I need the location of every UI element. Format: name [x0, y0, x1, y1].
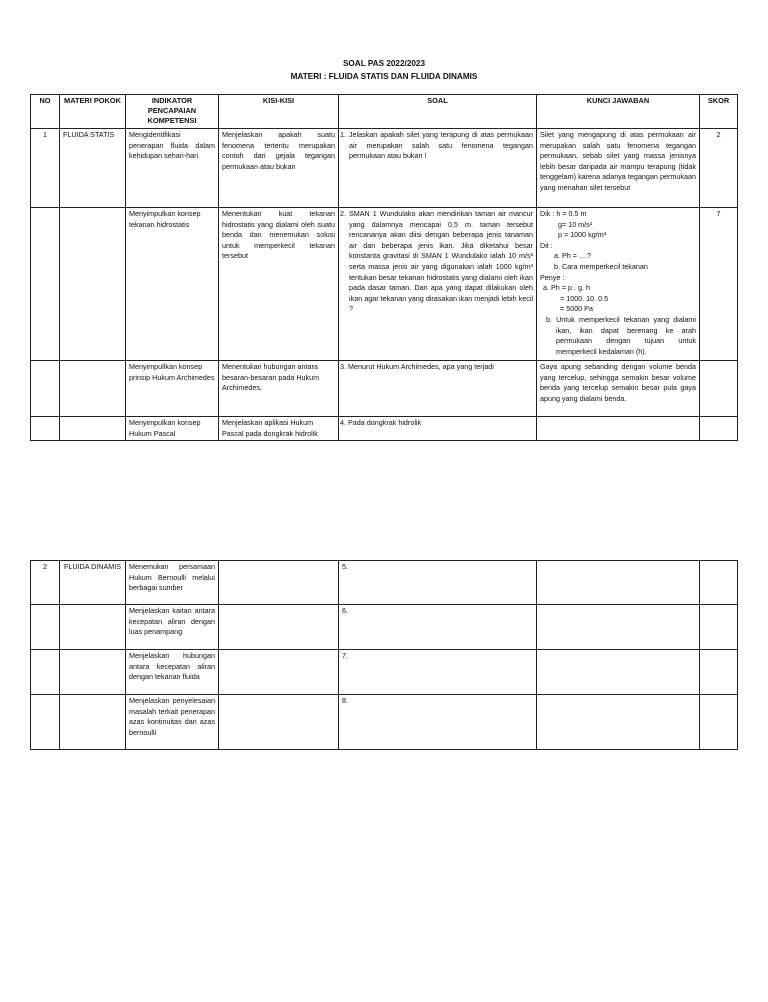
table-row — [31, 208, 738, 361]
table-row — [31, 129, 738, 208]
row-indikator: Menjelaskan penyelesaian masalah terkait penerapan azas kontinuitas dan azas bernoulli — [126, 695, 219, 750]
row-kunci — [537, 417, 700, 441]
row-no — [31, 650, 60, 695]
kunci-line: = 1000. 10. 0.5 — [560, 293, 609, 303]
document-header — [0, 57, 768, 83]
table-row — [31, 605, 738, 650]
row-kisi — [219, 605, 339, 650]
row-kisi: Menjelaskan apakah suatu fenomena tertentu merupakan contoh dari gejala tegangan permukaan atau bukan — [219, 129, 339, 208]
kunci-line: b. Cara memperkecil tekanan — [554, 261, 648, 271]
document-subtitle: MATERI : FLUIDA STATIS DAN FLUIDA DINAMIS — [290, 72, 478, 81]
row-materi — [60, 650, 126, 695]
row-skor — [700, 695, 738, 750]
row-kunci — [537, 695, 700, 750]
header-indikator: INDIKATOR PENCAPAIAN KOMPETENSI — [126, 95, 219, 129]
row-soal: 8. — [339, 695, 537, 750]
row-no — [31, 208, 60, 361]
row-soal: 4. Pada dongkrak hidrolik — [339, 417, 537, 441]
row-kisi — [219, 650, 339, 695]
header-skor: SKOR — [700, 95, 738, 129]
row-kunci — [537, 561, 700, 605]
row-kisi — [219, 695, 339, 750]
row-no — [31, 361, 60, 417]
row-skor — [700, 417, 738, 441]
row-materi — [60, 605, 126, 650]
header-materi-pokok: MATERI POKOK — [60, 95, 126, 129]
row-indikator: Menyimpulkan konsep tekanan hidrostatis — [126, 208, 219, 361]
row-materi — [60, 208, 126, 361]
table-row — [31, 650, 738, 695]
row-materi: FLUIDA DINAMIS — [60, 561, 126, 605]
row-no — [31, 605, 60, 650]
row-skor: 7 — [700, 208, 738, 361]
row-soal: 7. — [339, 650, 537, 695]
header-kisi-kisi: KISI-KISI — [219, 95, 339, 129]
row-soal: 6. — [339, 605, 537, 650]
row-kunci: Silet yang mengapung di atas permukaan air merupakan salah satu fenomena tegangan permukaan, sebab silet yang massa jenisnya lebih besar daripada air mampu terapung (tidak tenggelam) karena adanya tegangan permukaan yang menahan silet tersebut — [537, 129, 700, 208]
row-kisi: Menentukan hubungan antara besaran-besaran pada Hukum Archimedes. — [219, 361, 339, 417]
kunci-line: = 5000 Pa — [560, 304, 593, 314]
table-row — [31, 695, 738, 750]
row-kisi — [219, 561, 339, 605]
row-no — [31, 695, 60, 750]
row-indikator: Menjelaskan hubungan antara kecepatan aliran dengan tekanan fluida — [126, 650, 219, 695]
header-soal: SOAL — [339, 95, 537, 129]
row-indikator: Menjelaskan kaitan antara kecepatan aliran dengan luas penampang — [126, 605, 219, 650]
table-row — [31, 561, 738, 605]
question-table-fluida-statis — [30, 94, 738, 441]
row-kisi: Menjelaskan aplikasi Hukum Pascal pada dongkrak hidrolik — [219, 417, 339, 441]
row-soal: 5. — [339, 561, 537, 605]
row-skor — [700, 650, 738, 695]
row-materi — [60, 695, 126, 750]
header-no: NO — [31, 95, 60, 129]
row-materi — [60, 361, 126, 417]
row-no: 2 — [31, 561, 60, 605]
row-no — [31, 417, 60, 441]
row-skor — [700, 605, 738, 650]
row-kunci — [537, 605, 700, 650]
kunci-line: Dik : h = 0.5 m — [540, 209, 587, 218]
kunci-line: a. Ph = p . g. h — [543, 283, 590, 293]
row-skor: 2 — [700, 129, 738, 208]
row-indikator: Menyimpulkan konsep Hukum Pascal — [126, 417, 219, 441]
row-materi — [60, 417, 126, 441]
row-soal: 2. SMAN 1 Wundulako akan mendirikan taman air mancur yang dalamnya mencapai 0,5 m. taman tersebut rencananya akan diisi dengan beberapa jenis tanaman air dan beberapa jenis ikan. Jika diketahui besar konstanta gravitasi di SMAN 1 Wundulako ialah 10 m/s² serta massa jenis air yang digunakan ialah 1000 kg/m³ tentukan besar tekanan hidrostatis yang dialami oleh ikan pada dasar taman. Dan apa yang dapat dilakukan oleh ikan agar tekanan yang dirasakan ikan menjadi lebih kecil ? — [339, 208, 537, 361]
kunci-line: Dit : — [540, 240, 553, 250]
row-soal: 3. Menurut Hukum Archimedes, apa yang terjadi — [339, 361, 537, 417]
kunci-line: g= 10 m/s² — [558, 219, 593, 229]
row-kisi: Menentukan kuat tekanan hidrostatis yang dialami oleh suatu benda dan menemukan solusi untuk memperkecil tekanan tersebut — [219, 208, 339, 361]
kunci-line: p = 1000 kg/m³ — [558, 230, 607, 240]
header-kunci-jawaban: KUNCI JAWABAN — [537, 95, 700, 129]
row-materi: FLUIDA STATIS — [60, 129, 126, 208]
row-indikator: Menyimpullkan konsep prinsip Hukum Archimedes — [126, 361, 219, 417]
row-indikator: Menemukan persamaan Hukum Bernoulli melalui berbagai sumber — [126, 561, 219, 605]
document-title: SOAL PAS 2022/2023 — [342, 59, 426, 68]
question-table-fluida-dinamis — [30, 560, 738, 750]
row-soal: 1. Jelaskan apakah silet yang terapung di atas permukaan air merupakan salah satu fenomena tegangan permukaan atau bukan ! — [339, 129, 537, 208]
kunci-line: a. Ph = ....? — [554, 251, 591, 261]
kunci-line: b. Untuk memperkecil tekanan yang dialami ikan, ikan dapat berenang ke arah permukaan dengan tujuan untuk memperkecil kedalaman (h). — [546, 314, 696, 356]
row-skor — [700, 561, 738, 605]
table-header-row — [31, 95, 738, 129]
row-skor — [700, 361, 738, 417]
kunci-line: Penye : — [540, 272, 565, 282]
row-kunci — [537, 208, 700, 361]
table-row — [31, 361, 738, 417]
row-kunci: Gaya apung sebanding dengan volume benda yang tercelup, sehingga semakin besar volume benda yang tercelup semakin besar pula gaya apung yang dialami benda. — [537, 361, 700, 417]
table-row — [31, 417, 738, 441]
row-indikator: Mengidentifikasi penerapan fluida dalam kehidupan sehari-hari — [126, 129, 219, 208]
row-no: 1 — [31, 129, 60, 208]
row-kunci — [537, 650, 700, 695]
